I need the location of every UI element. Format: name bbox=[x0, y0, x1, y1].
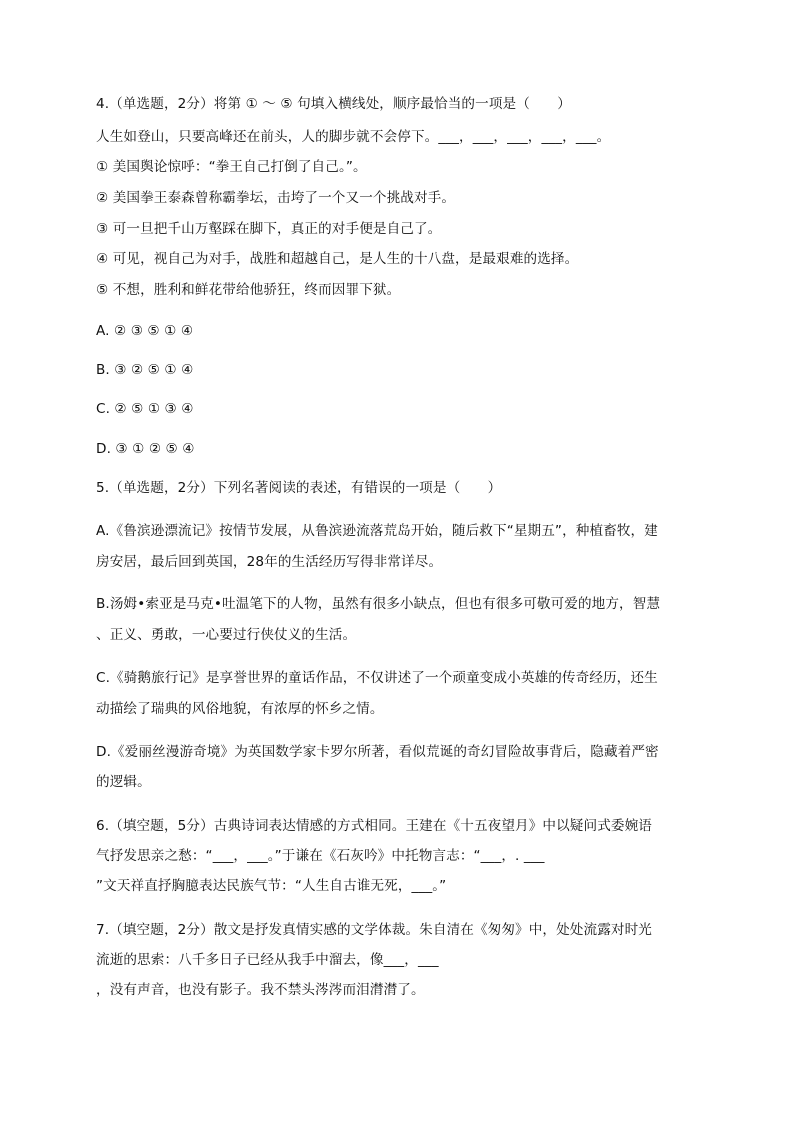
question-4-sentence-1: ① 美国舆论惊呼：“拳王自己打倒了自己。”。 bbox=[96, 159, 367, 175]
question-4-option-b[interactable]: B. ③ ② ⑤ ① ④ bbox=[96, 362, 194, 378]
question-5-option-c-line-2[interactable]: 动描绘了瑞典的风俗地貌，有浓厚的怀乡之情。 bbox=[96, 701, 384, 717]
question-7-line-1: 7.（填空题，2分）散文是抒发真情实感的文学体裁。朱自清在《匆匆》中，处处流露对时光 bbox=[96, 922, 652, 938]
question-5-option-b-line-1[interactable]: B.汤姆•索亚是马克•吐温笔下的人物，虽然有很多小缺点，但也有很多可敬可爱的地方，智慧 bbox=[96, 596, 661, 612]
question-4-stem: 4.（单选题，2分）将第 ① ～ ⑤ 句填入横线处，顺序最恰当的一项是（ ） bbox=[96, 96, 571, 112]
question-4-option-d[interactable]: D. ③ ① ② ⑤ ④ bbox=[96, 441, 195, 457]
question-4-sentence-4: ④ 可见，视自己为对手，战胜和超越自己，是人生的十八盘，是最艰难的选择。 bbox=[96, 251, 579, 267]
question-5-option-d-line-2[interactable]: 的逻辑。 bbox=[96, 774, 151, 790]
question-5-stem: 5.（单选题，2分）下列名著阅读的表述，有错误的一项是（ ） bbox=[96, 480, 502, 496]
question-5-option-d-line-1[interactable]: D.《爱丽丝漫游奇境》为英国数学家卡罗尔所著，看似荒诞的奇幻冒险故事背后，隐藏着严密 bbox=[96, 744, 659, 760]
question-6-line-3[interactable]: ”文天祥直抒胸臆表达民族气节：“人生自古谁无死，___。” bbox=[96, 878, 447, 894]
question-5-option-a-line-1[interactable]: A.《鲁滨逊漂流记》按情节发展，从鲁滨逊流落荒岛开始，随后救下“星期五”，种植畜牧，建 bbox=[96, 523, 658, 539]
question-4-sentence-2: ② 美国拳王泰森曾称霸拳坛，击垮了一个又一个挑战对手。 bbox=[96, 190, 456, 206]
question-6-line-1: 6.（填空题，5分）古典诗词表达情感的方式相同。王建在《十五夜望月》中以疑问式委婉语 bbox=[96, 818, 652, 834]
question-4-option-a[interactable]: A. ② ③ ⑤ ① ④ bbox=[96, 323, 194, 339]
question-5-option-b-line-2[interactable]: 、正义、勇敢，一心要过行侠仗义的生活。 bbox=[96, 627, 357, 643]
question-6-line-2[interactable]: 气抒发思亲之愁：“___，___。”于谦在《石灰吟》中托物言志：“___，. ___ bbox=[96, 848, 545, 864]
question-4-sentence-5: ⑤ 不想，胜利和鲜花带给他骄狂，终而因罪下狱。 bbox=[96, 282, 401, 298]
question-7-line-2[interactable]: 流逝的思索：八千多日子已经从我手中溜去，像___，___ bbox=[96, 952, 439, 968]
question-4-option-c[interactable]: C. ② ⑤ ① ③ ④ bbox=[96, 401, 194, 417]
question-5-option-c-line-1[interactable]: C.《骑鹅旅行记》是享誉世界的童话作品，不仅讲述了一个顽童变成小英雄的传奇经历，还生 bbox=[96, 670, 658, 686]
question-4-sentence-3: ③ 可一旦把千山万壑踩在脚下，真正的对手便是自己了。 bbox=[96, 221, 442, 237]
question-7-line-3: ，没有声音，也没有影子。我不禁头涔涔而泪潸潸了。 bbox=[96, 982, 425, 998]
question-5-option-a-line-2[interactable]: 房安居，最后回到英国，28年的生活经历写得非常详尽。 bbox=[96, 554, 443, 570]
question-4-passage: 人生如登山，只要高峰还在前头，人的脚步就不会停下。___，___，___，___，___。 bbox=[96, 129, 611, 145]
